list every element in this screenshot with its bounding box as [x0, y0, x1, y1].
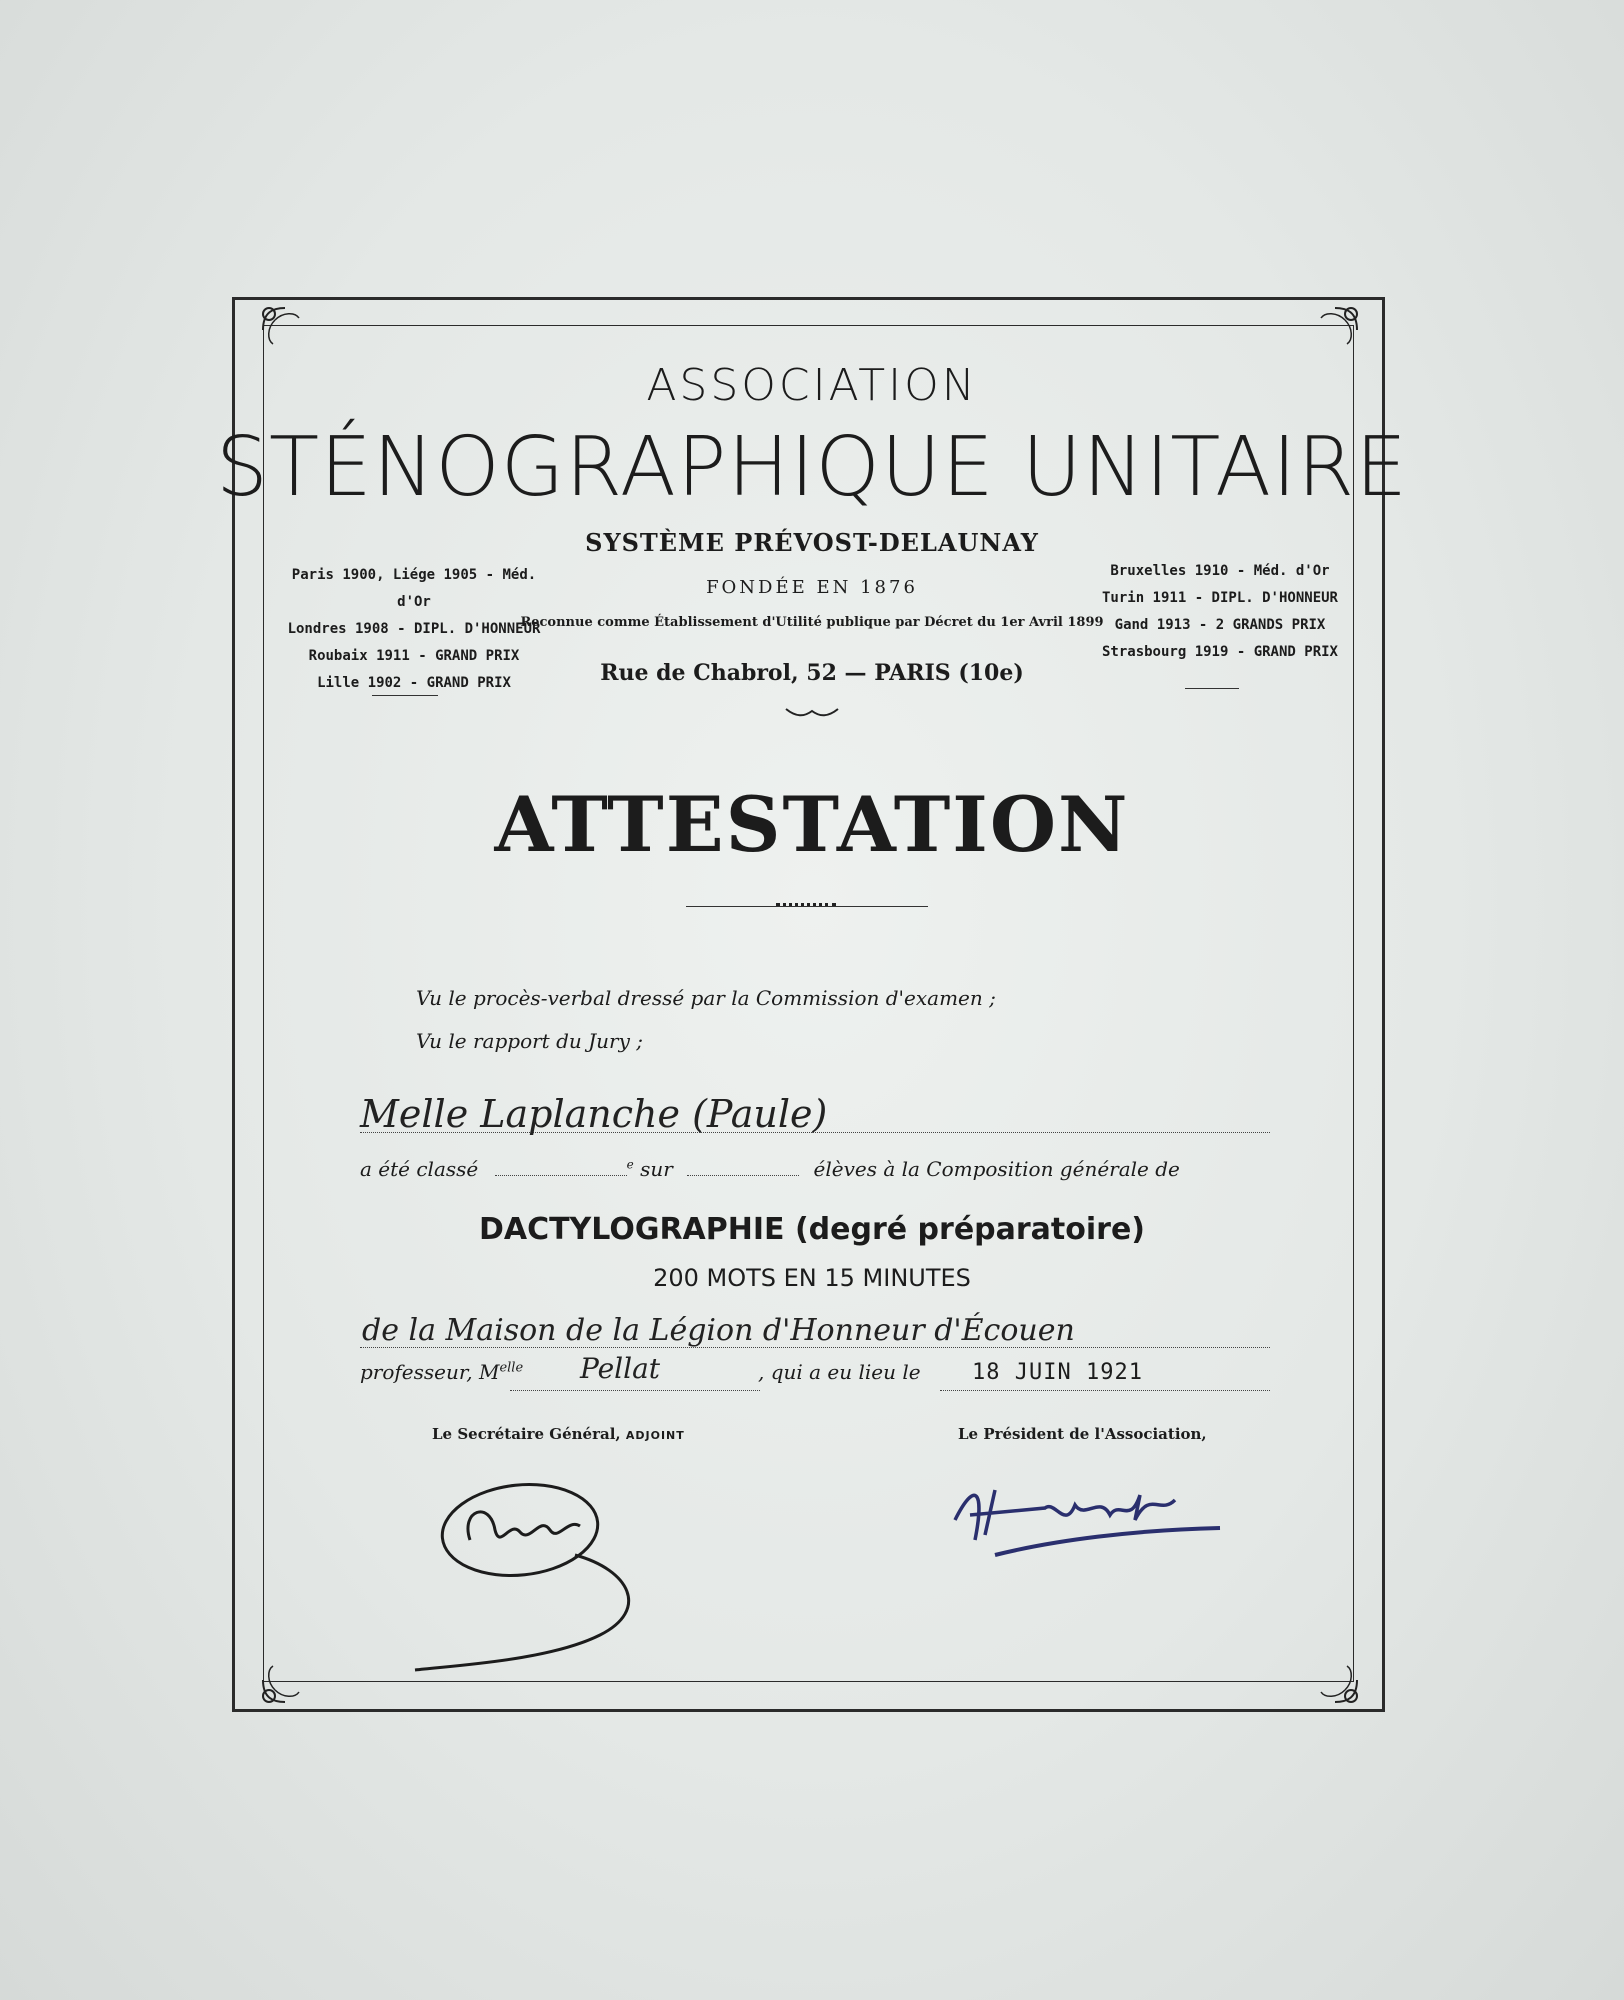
divider: [1185, 688, 1239, 689]
award-item: Gand 1913 - 2 GRANDS PRIX: [1114, 617, 1326, 633]
association-name: STÉNOGRAPHIQUE UNITAIRE: [215, 420, 1409, 515]
secretary-label: Le Secrétaire Général,: [432, 1425, 621, 1443]
award-item: Strasbourg 1919 - GRAND PRIX: [1101, 644, 1338, 660]
secretary-signature: [400, 1460, 700, 1680]
professor-label: professeur, M: [360, 1360, 500, 1384]
awards-left: [284, 562, 544, 697]
professor-name: Pellat: [580, 1352, 661, 1385]
date-stamp: 18 JUIN 1921: [972, 1360, 1143, 1385]
award-item: Turin 1911 - DIPL. D'HONNEUR: [1101, 590, 1338, 606]
date-line: [940, 1388, 1270, 1391]
classed-suffix: élèves à la Composition générale de: [813, 1157, 1180, 1181]
title-divider-dots: [776, 903, 836, 906]
president-signature: [935, 1460, 1235, 1580]
subject-requirement: 200 MOTS EN 15 MINUTES: [653, 1264, 971, 1292]
address-line: Rue de Chabrol, 52 — PARIS (10e): [600, 660, 1024, 686]
award-item: Bruxelles 1910 - Méd. d'Or: [1110, 563, 1330, 579]
corner-ornament-icon: [1305, 300, 1365, 360]
corner-ornament-icon: [255, 1650, 315, 1710]
classed-line: [360, 1157, 1270, 1187]
title-divider: [686, 906, 928, 911]
award-item: Londres 1908 - DIPL. D'HONNEUR: [287, 621, 541, 637]
founded-line: FONDÉE EN 1876: [706, 577, 918, 598]
body-line-1: Vu le procès-verbal dressé par la Commission d'examen ;: [416, 986, 996, 1010]
award-item: Roubaix 1911 - GRAND PRIX: [308, 648, 520, 664]
certificate-title: ATTESTATION: [494, 780, 1130, 869]
date-label: , qui a eu lieu le: [758, 1360, 921, 1384]
candidate-name: Melle Laplanche (Paule): [360, 1092, 828, 1136]
corner-ornament-icon: [255, 300, 315, 360]
award-item: Lille 1902 - GRAND PRIX: [317, 675, 511, 691]
recognition-line: Reconnue comme Établissement d'Utilité publique par Décret du 1er Avril 1899: [520, 615, 1104, 630]
divider: [372, 695, 438, 696]
classed-prefix: a été classé: [360, 1157, 479, 1181]
association-heading: ASSOCIATION: [646, 360, 978, 411]
institution-name: de la Maison de la Légion d'Honneur d'Écouen: [362, 1313, 1075, 1348]
classed-sup: e: [626, 1157, 634, 1172]
secretary-label-group: [432, 1425, 685, 1443]
president-label: Le Président de l'Association,: [958, 1425, 1207, 1443]
professor-sup: elle: [499, 1360, 524, 1376]
secretary-label-extra: ADJOINT: [625, 1429, 685, 1442]
classed-sur: sur: [640, 1157, 673, 1181]
system-name: SYSTÈME PRÉVOST-DELAUNAY: [585, 528, 1039, 557]
awards-right: [1075, 558, 1365, 666]
flourish-icon: [782, 703, 842, 719]
professor-line: [510, 1388, 760, 1391]
corner-ornament-icon: [1305, 1650, 1365, 1710]
professor-label-group: [360, 1360, 523, 1384]
subject-title: DACTYLOGRAPHIE (degré préparatoire): [478, 1212, 1146, 1247]
body-line-2: Vu le rapport du Jury ;: [416, 1029, 643, 1053]
award-item: Paris 1900, Liége 1905 - Méd. d'Or: [291, 567, 537, 610]
